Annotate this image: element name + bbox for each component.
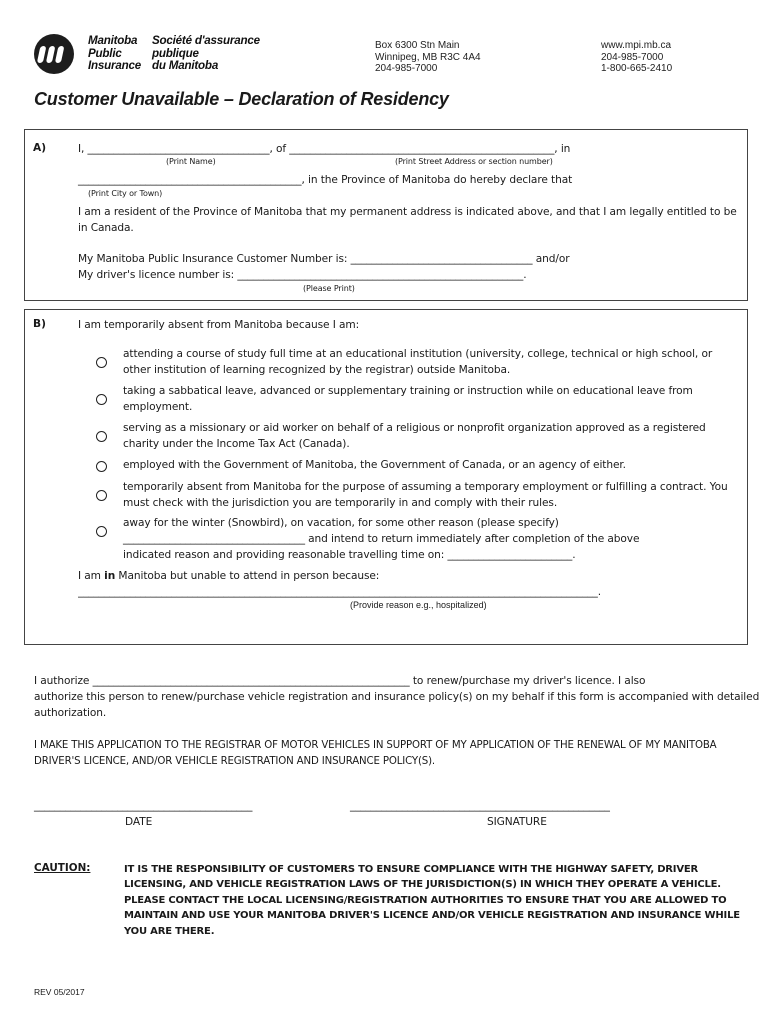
unable-reason-field[interactable]: ____________________________________________________________________________________________________. [78, 586, 601, 598]
org-name-english: Manitoba Public Insurance [88, 34, 141, 73]
print-city-hint: (Print City or Town) [88, 189, 163, 198]
name-address-field[interactable]: I, ___________________________________, of ___________________________________________________, in [78, 143, 571, 155]
revision-number: REV 05/2017 [34, 987, 85, 997]
reason-hint: (Provide reason e.g., hospitalized) [350, 600, 487, 610]
page-title: Customer Unavailable – Declaration of Residency [34, 89, 449, 109]
option-sabbatical-radio[interactable] [96, 394, 107, 405]
caution-label: CAUTION: [34, 862, 91, 874]
option-government-radio[interactable] [96, 461, 107, 472]
option-vacation-radio[interactable] [96, 526, 107, 537]
please-print-hint: (Please Print) [303, 284, 355, 293]
return-date-field[interactable]: indicated reason and providing reasonable travelling time on: ________________________. [123, 549, 576, 561]
authorize-text-line2: authorize this person to renew/purchase vehicle registration and insurance policy(s) on my behalf if this form is accompanied with detailed [34, 691, 760, 703]
option-sabbatical-label: taking a sabbatical leave, advanced or supplementary training or instruction while on educational leave from employment. [123, 385, 693, 413]
residency-statement: I am a resident of the Province of Manitoba that my permanent address is indicated above, and that I am legally entitled to be in Canada. [78, 206, 737, 234]
section-a-label: A) [33, 142, 47, 154]
signature-field[interactable]: __________________________________________________ [350, 800, 610, 812]
authorize-text-line3: authorization. [34, 707, 107, 719]
date-field[interactable]: __________________________________________ [34, 800, 253, 812]
signature-label: SIGNATURE [487, 816, 547, 828]
option-employment-label: temporarily absent from Manitoba for the purpose of assuming a temporary employment or fulfilling a contract. You must check with the jurisdiction you are temporarily in and comply with their rules. [123, 481, 728, 509]
customer-number-field[interactable]: My Manitoba Public Insurance Customer Number is: ___________________________________ and/or [78, 253, 570, 265]
option-government-label: employed with the Government of Manitoba, the Government of Canada, or an agency of either. [123, 459, 626, 471]
website-link[interactable]: www.mpi.mb.ca [601, 40, 672, 51]
org-name-french: Société d'assurance publique du Manitoba [152, 34, 260, 73]
mailing-address: Box 6300 Stn Main Winnipeg, MB R3C 4A4 204-985-7000 [375, 40, 481, 75]
option-vacation-label: away for the winter (Snowbird), on vacation, for some other reason (please specify) [123, 517, 559, 529]
print-street-hint: (Print Street Address or section number) [395, 157, 553, 166]
application-statement: I MAKE THIS APPLICATION TO THE REGISTRAR OF MOTOR VEHICLES IN SUPPORT OF MY APPLICATION OF THE RENEWAL OF MY MANITOBA DRIVER'S LICENCE, AND/OR VEHICLE REGISTRATION AND INSURANCE POLICY(S). [34, 740, 717, 767]
option-study-label: attending a course of study full time at an educational institution (university, college, technical or high school, or other institution of learning recognized by the registrar) outside Manitoba. [123, 348, 713, 376]
caution-text: IT IS THE RESPONSIBILITY OF CUSTOMERS TO ENSURE COMPLIANCE WITH THE HIGHWAY SAFETY, DRIVER LICENSING, AND VEHICLE REGISTRATION LAWS OF THE JURISDICTION(S) IN WHICH THEY OPERATE A VEHICLE. PLEASE CONTACT THE LOCAL LICENSING/REGISTRATION AUTHORITIES TO ENSURE THAT YOU ARE ALLOWED TO MAINTAIN AND USE YOUR MANITOBA DRIVER'S LICENCE AND/OR VEHICLE REGISTRATION AND INSURANCE WHILE YOU ARE THERE. [124, 864, 740, 937]
print-name-hint: (Print Name) [166, 157, 216, 166]
section-b-label: B) [33, 318, 46, 330]
mpi-logo [34, 34, 74, 74]
city-field[interactable]: ___________________________________________, in the Province of Manitoba do hereby declare that [78, 174, 573, 186]
option-study-radio[interactable] [96, 357, 107, 368]
in-manitoba-statement: I am in Manitoba but unable to attend in person because: [78, 570, 380, 582]
option-missionary-label: serving as a missionary or aid worker on behalf of a religious or nonprofit organization approved as a registered charity under the Income Tax Act (Canada). [123, 422, 706, 450]
option-missionary-radio[interactable] [96, 431, 107, 442]
date-label: DATE [125, 816, 153, 828]
authorize-field[interactable]: I authorize _____________________________________________________________ to renew/purchase my driver's licence. I also [34, 675, 646, 687]
contact-info: www.mpi.mb.ca 204-985-7000 1-800-665-2410 [601, 40, 673, 75]
licence-number-field[interactable]: My driver's licence number is: _______________________________________________________. [78, 269, 527, 281]
vacation-reason-field[interactable]: ___________________________________ and intend to return immediately after completion of the above [123, 533, 640, 545]
absence-intro: I am temporarily absent from Manitoba because I am: [78, 319, 360, 331]
option-employment-radio[interactable] [96, 490, 107, 501]
